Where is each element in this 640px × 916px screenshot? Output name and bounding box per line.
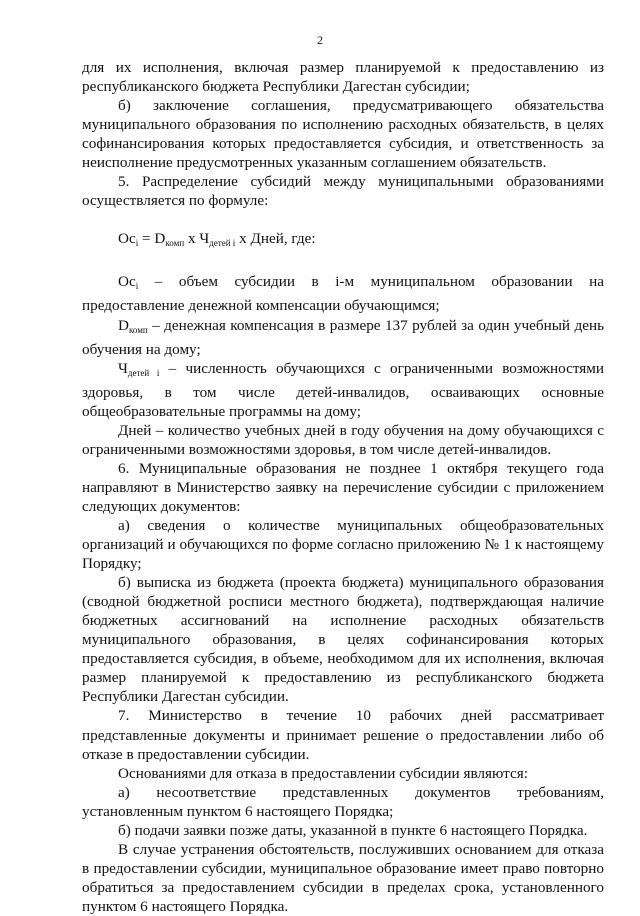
definition-oc-symbol: Ос bbox=[118, 273, 136, 291]
paragraph-6a: а) сведения о количестве муниципальных общеобразовательных организаций и обучающихся по форме согласно приложению № 1 к настоящему Порядку; bbox=[82, 516, 604, 573]
paragraph-intro: для их исполнения, включая размер планируемой к предоставлению из республиканского бюджета Республики Дагестан субсидии; bbox=[82, 59, 604, 96]
paragraph-5: 5. Распределение субсидий между муниципальными образованиями осуществляется по формуле: bbox=[82, 173, 604, 210]
paragraph-grounds: Основаниями для отказа в предоставлении субсидии являются: bbox=[118, 764, 528, 782]
formula-detey-sub: детей i bbox=[209, 238, 236, 249]
document-body bbox=[82, 58, 604, 916]
definition-ch-text: – численность обучающихся с ограниченными возможностями здоровья, в том числе детей-инвалидов, осваивающих основные общеобразовательные программы на дому; bbox=[82, 359, 604, 420]
definition-oc-text: – объем субсидии в i-м муниципальном образовании на предоставление денежной компенсации обучающимся; bbox=[82, 273, 604, 315]
paragraph-6b: б) выписка из бюджета (проекта бюджета) муниципального образования (сводной бюджетной росписи местного бюджета), подтверждающая наличие бюджетных ассигнований на исполнение расходных обязательств муниципального образования, в целях софинансирования которых предоставляется субсидия, в объеме, необходимом для их исполнения, включая размер планируемой к предоставлению из республиканского бюджета Республики Дагестан субсидии. bbox=[82, 574, 604, 706]
definition-ch-sub: детей i bbox=[127, 367, 160, 378]
definition-d-sub: комп bbox=[128, 324, 148, 335]
paragraph-grounds-a: а) несоответствие представленных документов требованиям, установленным пунктом 6 настоящего Порядка; bbox=[82, 783, 604, 820]
formula-rest: x Дней, где: bbox=[235, 230, 316, 248]
formula-oc-sub: i bbox=[135, 238, 139, 249]
formula bbox=[82, 229, 604, 253]
paragraph-b-agreement: б) заключение соглашения, предусматривающего обязательства муниципального образования по исполнению расходных обязательств, в целях софинансирования которых предоставляется субсидия, и ответственность за неисполнение предусмотренных указанным соглашением обязательств. bbox=[82, 97, 604, 172]
paragraph-7: 7. Министерство в течение 10 рабочих дней рассматривает представленные документы и принимает решение о предоставлении либо об отказе в предоставлении субсидии. bbox=[82, 707, 604, 763]
definition-oc-sub: i bbox=[135, 281, 139, 292]
formula-oc: Ос bbox=[118, 230, 136, 248]
definition-days: Дней – количество учебных дней в году обучения на дому обучающихся с ограниченными возможностями здоровья, в том числе детей-инвалидов. bbox=[82, 421, 604, 458]
formula-x1: x Ч bbox=[184, 230, 210, 248]
definition-oc bbox=[82, 272, 604, 315]
definition-ch bbox=[82, 359, 604, 421]
definition-d bbox=[82, 316, 604, 359]
formula-komp-sub: комп bbox=[165, 238, 185, 249]
definition-d-text: – денежная компенсация в размере 137 рублей за один учебный день обучения на дому; bbox=[82, 316, 604, 358]
formula-eq: = D bbox=[138, 230, 166, 248]
paragraph-6: 6. Муниципальные образования не позднее 1 октября текущего года направляют в Министерство заявку на перечисление субсидии с приложением следующих документов: bbox=[82, 459, 604, 515]
paragraph-grounds-b: б) подачи заявки позже даты, указанной в пункте 6 настоящего Порядка. bbox=[118, 821, 588, 839]
paragraph-final: В случае устранения обстоятельств, послуживших основанием для отказа в предоставлении субсидии, муниципальное образование имеет право повторно обратиться за предоставлением субсидии в пределах срока, установленного пунктом 6 настоящего Порядка. bbox=[82, 840, 604, 915]
definition-d-symbol: D bbox=[118, 316, 129, 334]
page-number: 2 bbox=[317, 33, 323, 47]
definition-ch-symbol: Ч bbox=[118, 359, 128, 377]
